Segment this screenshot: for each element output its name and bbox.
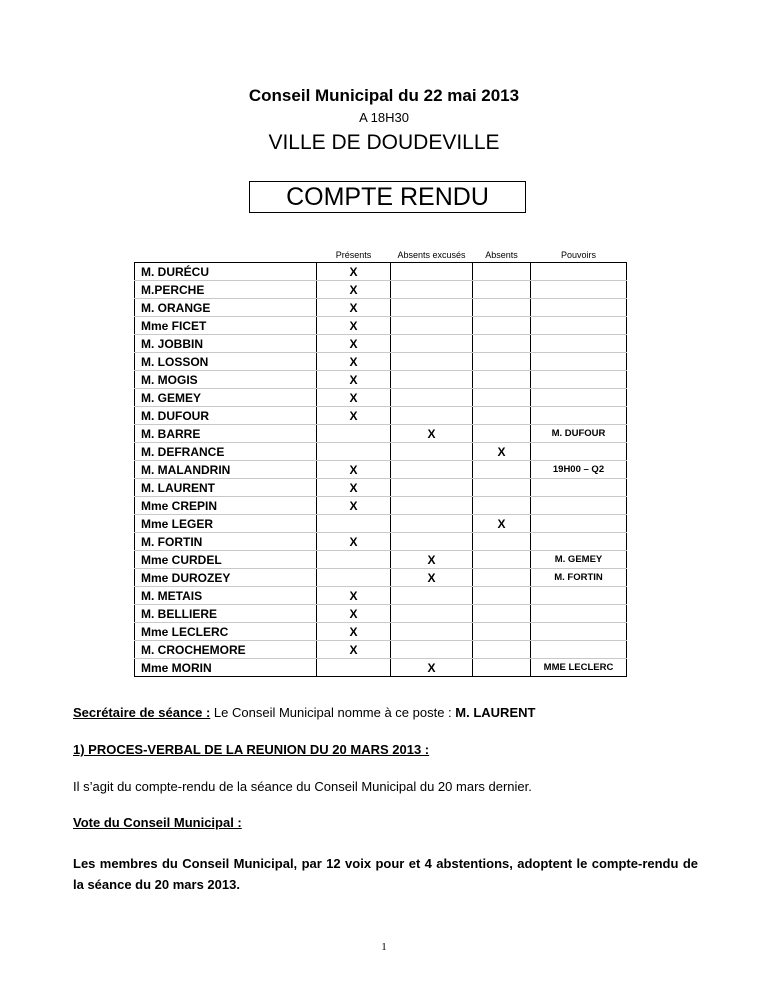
attendance-row	[135, 407, 627, 425]
proxy-cell	[531, 371, 627, 389]
excused-mark	[391, 317, 473, 335]
excused-mark	[391, 371, 473, 389]
member-name: M. MALANDRIN	[135, 461, 317, 479]
present-mark: X	[317, 587, 391, 605]
secretary-text: Le Conseil Municipal nomme à ce poste :	[210, 705, 456, 720]
attendance-row	[135, 461, 627, 479]
present-mark	[317, 443, 391, 461]
proxy-cell: M. GEMEY	[531, 551, 627, 569]
present-mark	[317, 569, 391, 587]
member-name: M. JOBBIN	[135, 335, 317, 353]
proxy-cell	[531, 641, 627, 659]
member-name: Mme CURDEL	[135, 551, 317, 569]
proxy-cell	[531, 281, 627, 299]
present-mark: X	[317, 479, 391, 497]
present-mark: X	[317, 605, 391, 623]
attendance-row	[135, 623, 627, 641]
proxy-cell	[531, 443, 627, 461]
member-name: M. DEFRANCE	[135, 443, 317, 461]
member-name: M. BARRE	[135, 425, 317, 443]
absent-mark	[473, 497, 531, 515]
attendance-row	[135, 389, 627, 407]
absent-mark	[473, 425, 531, 443]
proxy-cell	[531, 497, 627, 515]
attendance-row	[135, 515, 627, 533]
member-name: M. FORTIN	[135, 533, 317, 551]
absent-mark	[473, 407, 531, 425]
column-header-present: Présents	[335, 250, 372, 260]
proxy-cell: MME LECLERC	[531, 659, 627, 677]
absent-mark	[473, 317, 531, 335]
proxy-cell: M. FORTIN	[531, 569, 627, 587]
excused-mark	[391, 335, 473, 353]
excused-mark: X	[391, 569, 473, 587]
member-name: M. GEMEY	[135, 389, 317, 407]
absent-mark	[473, 533, 531, 551]
absent-mark	[473, 335, 531, 353]
excused-mark: X	[391, 551, 473, 569]
attendance-row	[135, 569, 627, 587]
vote-heading: Vote du Conseil Municipal :	[73, 815, 242, 830]
proxy-cell	[531, 407, 627, 425]
section1-text: Il s’agit du compte-rendu de la séance du Conseil Municipal du 20 mars dernier.	[73, 779, 532, 794]
attendance-row	[135, 659, 627, 677]
attendance-body	[135, 263, 627, 677]
attendance-row	[135, 335, 627, 353]
attendance-row	[135, 479, 627, 497]
attendance-row	[135, 641, 627, 659]
member-name: Mme FICET	[135, 317, 317, 335]
excused-mark	[391, 497, 473, 515]
proxy-cell	[531, 353, 627, 371]
proxy-cell: 19H00 – Q2	[531, 461, 627, 479]
member-name: M. LAURENT	[135, 479, 317, 497]
attendance-row	[135, 497, 627, 515]
column-header-name	[135, 249, 317, 263]
proxy-cell	[531, 623, 627, 641]
member-name: M. BELLIERE	[135, 605, 317, 623]
excused-mark: X	[391, 659, 473, 677]
member-name: Mme DUROZEY	[135, 569, 317, 587]
present-mark: X	[317, 497, 391, 515]
absent-mark	[473, 479, 531, 497]
proxy-cell	[531, 479, 627, 497]
excused-mark	[391, 623, 473, 641]
attendance-row	[135, 263, 627, 281]
excused-mark	[391, 605, 473, 623]
proxy-cell	[531, 605, 627, 623]
member-name: M. CROCHEMORE	[135, 641, 317, 659]
excused-mark	[391, 443, 473, 461]
present-mark: X	[317, 335, 391, 353]
secretary-label: Secrétaire de séance :	[73, 705, 211, 720]
absent-mark	[473, 659, 531, 677]
absent-mark: X	[473, 515, 531, 533]
proxy-cell	[531, 299, 627, 317]
attendance-table	[134, 249, 627, 677]
present-mark: X	[317, 317, 391, 335]
attendance-row	[135, 299, 627, 317]
excused-mark	[391, 587, 473, 605]
secretary-line	[73, 705, 698, 720]
meeting-time: A 18H30	[359, 110, 409, 125]
excused-mark	[391, 281, 473, 299]
present-mark: X	[317, 407, 391, 425]
column-header-proxy: Pouvoirs	[560, 250, 596, 260]
attendance-row	[135, 605, 627, 623]
present-mark	[317, 425, 391, 443]
proxy-cell	[531, 533, 627, 551]
meeting-title: Conseil Municipal du 22 mai 2013	[248, 86, 520, 105]
excused-mark: X	[391, 425, 473, 443]
absent-mark	[473, 569, 531, 587]
member-name: M.PERCHE	[135, 281, 317, 299]
attendance-row	[135, 371, 627, 389]
proxy-cell	[531, 263, 627, 281]
column-header-excused: Absents excusés	[397, 250, 466, 260]
proxy-cell	[531, 317, 627, 335]
member-name: M. METAIS	[135, 587, 317, 605]
absent-mark	[473, 641, 531, 659]
excused-mark	[391, 353, 473, 371]
proxy-cell: M. DUFOUR	[531, 425, 627, 443]
absent-mark	[473, 389, 531, 407]
present-mark: X	[317, 353, 391, 371]
proxy-cell	[531, 515, 627, 533]
present-mark: X	[317, 389, 391, 407]
absent-mark	[473, 605, 531, 623]
proxy-cell	[531, 389, 627, 407]
excused-mark	[391, 299, 473, 317]
attendance-row	[135, 587, 627, 605]
excused-mark	[391, 407, 473, 425]
attendance-row	[135, 533, 627, 551]
member-name: M. DUFOUR	[135, 407, 317, 425]
excused-mark	[391, 641, 473, 659]
present-mark: X	[317, 461, 391, 479]
absent-mark	[473, 551, 531, 569]
attendance-header-row	[135, 249, 627, 263]
excused-mark	[391, 389, 473, 407]
absent-mark	[473, 353, 531, 371]
member-name: M. LOSSON	[135, 353, 317, 371]
absent-mark	[473, 371, 531, 389]
absent-mark	[473, 263, 531, 281]
attendance-row	[135, 443, 627, 461]
absent-mark	[473, 281, 531, 299]
secretary-name: M. LAURENT	[455, 705, 536, 720]
compte-rendu-box: COMPTE RENDU	[249, 181, 526, 213]
present-mark: X	[317, 371, 391, 389]
excused-mark	[391, 533, 473, 551]
member-name: M. MOGIS	[135, 371, 317, 389]
member-name: Mme MORIN	[135, 659, 317, 677]
proxy-cell	[531, 587, 627, 605]
attendance-row	[135, 425, 627, 443]
section1-heading: 1) PROCES-VERBAL DE LA REUNION DU 20 MARS 2013 :	[73, 742, 430, 757]
present-mark: X	[317, 281, 391, 299]
absent-mark	[473, 623, 531, 641]
absent-mark	[473, 299, 531, 317]
member-name: Mme LEGER	[135, 515, 317, 533]
member-name: M. DURÉCU	[135, 263, 317, 281]
present-mark: X	[317, 641, 391, 659]
page-number: 1	[381, 941, 387, 953]
attendance-row	[135, 353, 627, 371]
absent-mark	[473, 461, 531, 479]
excused-mark	[391, 515, 473, 533]
absent-mark	[473, 587, 531, 605]
present-mark: X	[317, 299, 391, 317]
present-mark: X	[317, 263, 391, 281]
proxy-cell	[531, 335, 627, 353]
present-mark: X	[317, 623, 391, 641]
absent-mark: X	[473, 443, 531, 461]
excused-mark	[391, 479, 473, 497]
member-name: M. ORANGE	[135, 299, 317, 317]
present-mark	[317, 659, 391, 677]
attendance-row	[135, 281, 627, 299]
attendance-row	[135, 551, 627, 569]
member-name: Mme CREPIN	[135, 497, 317, 515]
present-mark	[317, 515, 391, 533]
member-name: Mme LECLERC	[135, 623, 317, 641]
column-header-absent: Absents	[485, 250, 518, 260]
city-name: VILLE DE DOUDEVILLE	[268, 131, 500, 154]
attendance-row	[135, 317, 627, 335]
present-mark: X	[317, 533, 391, 551]
vote-result: Les membres du Conseil Municipal, par 12 voix pour et 4 abstentions, adoptent le compte-rendu de la séance du 20 mars 2013.	[73, 856, 698, 892]
excused-mark	[391, 263, 473, 281]
excused-mark	[391, 461, 473, 479]
present-mark	[317, 551, 391, 569]
